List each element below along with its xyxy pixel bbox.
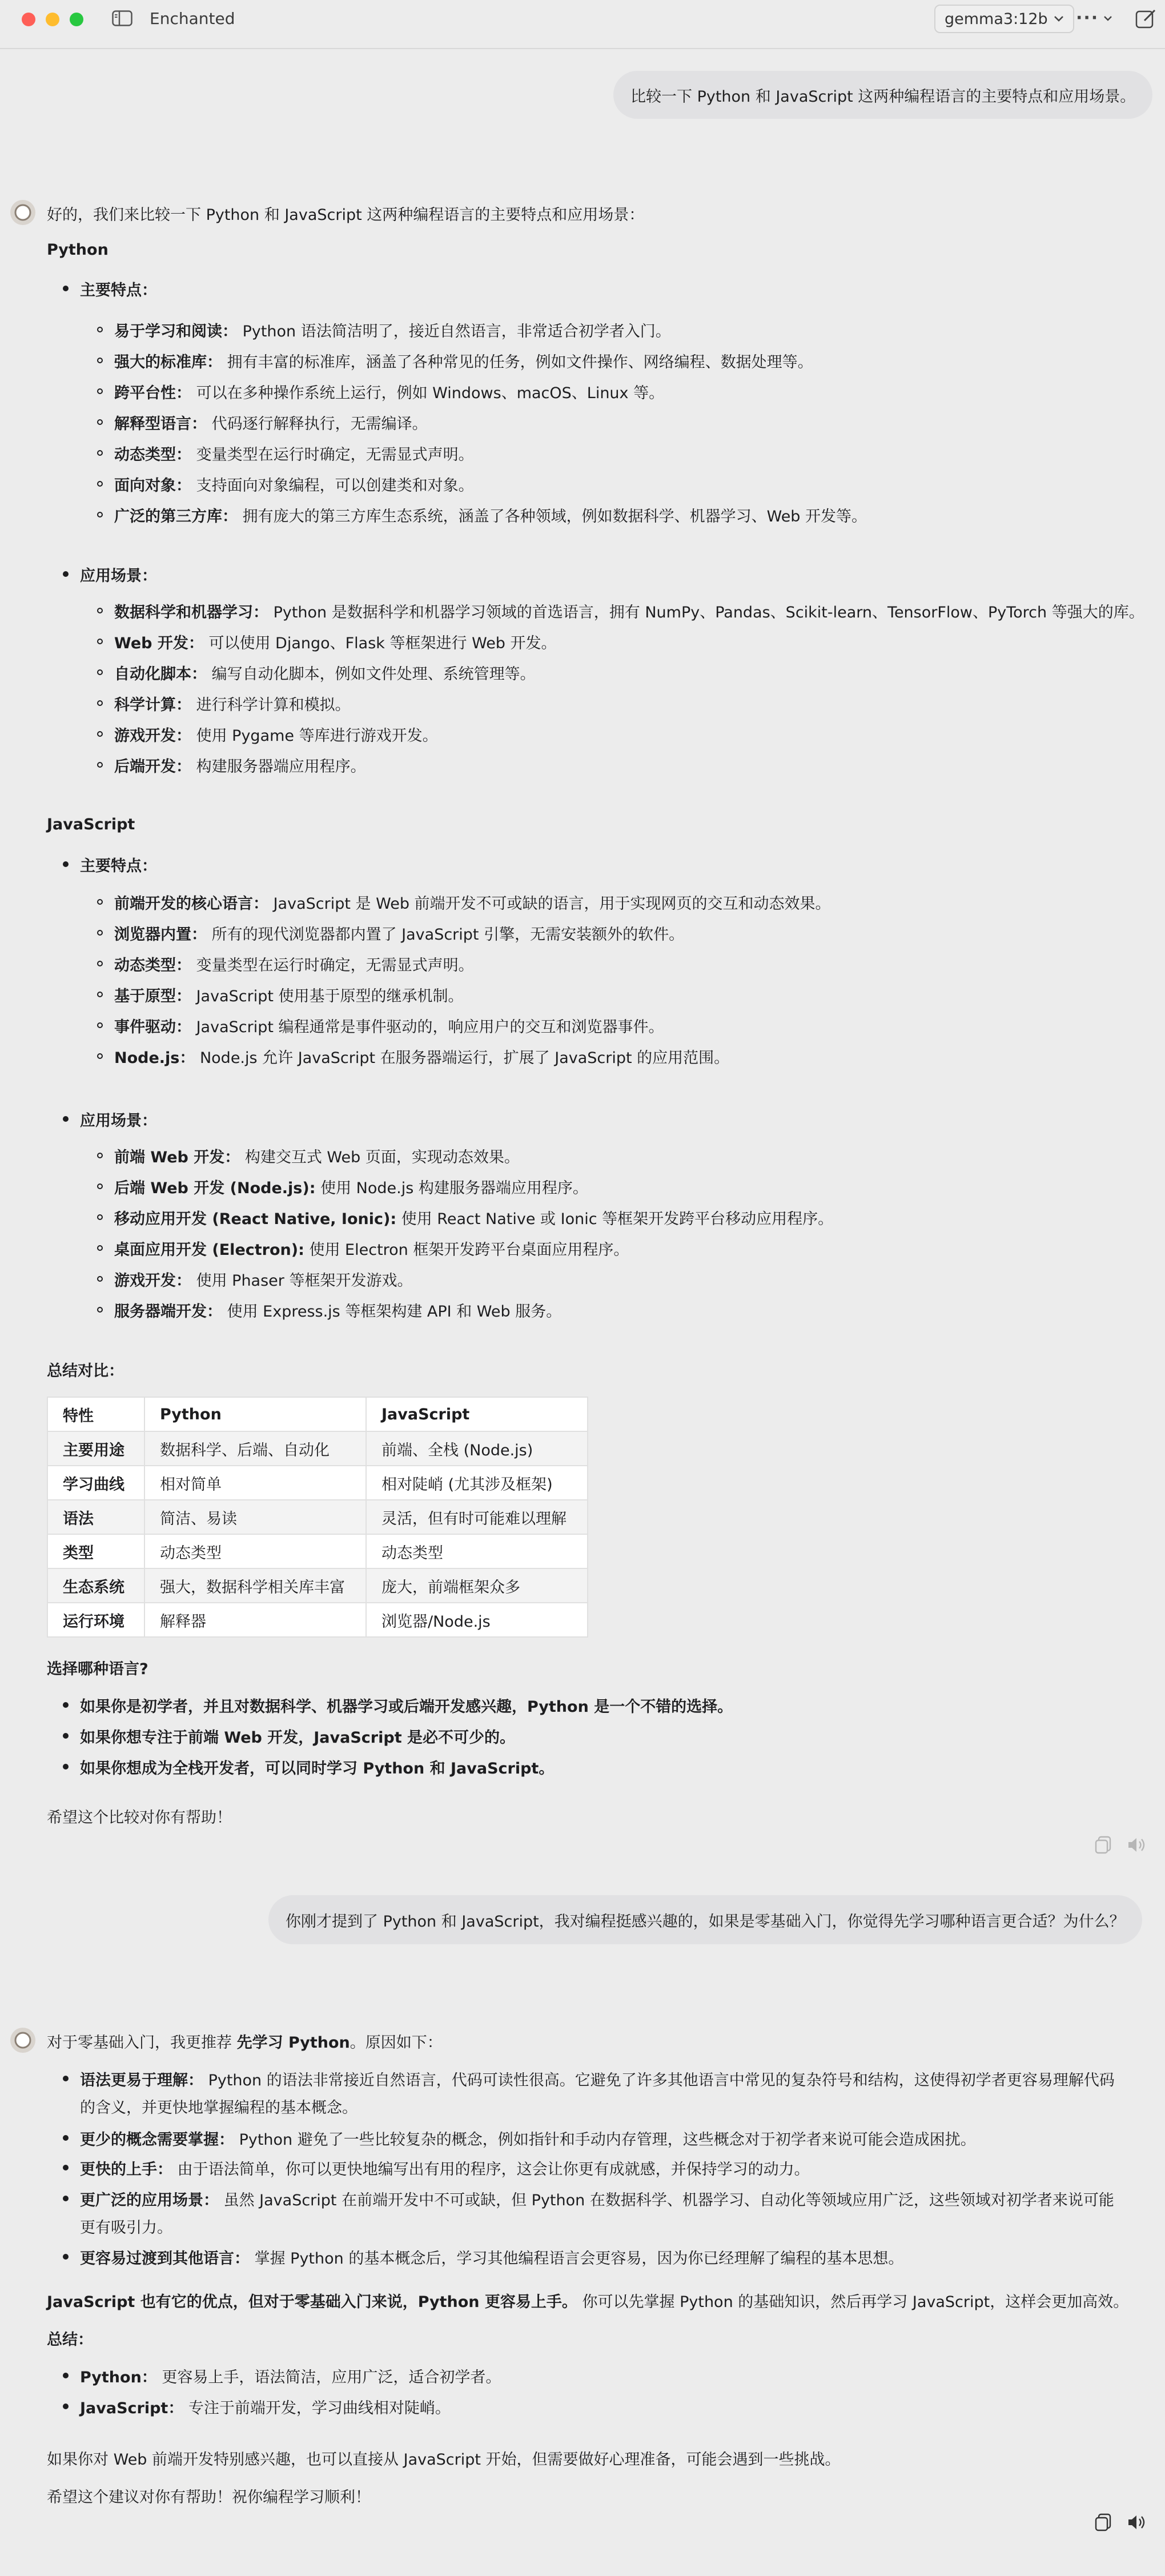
list-item-key: 面向对象： [114, 477, 191, 495]
list-item-value: JavaScript 是 Web 前端开发不可或缺的语言，用于实现网页的交互和动态效果。 [268, 895, 831, 913]
table-row [47, 1466, 588, 1500]
app-title: Enchanted [150, 9, 235, 28]
list-item-value: 使用 Node.js 构建服务器端应用程序。 [315, 1179, 588, 1197]
paragraph: 希望这个建议对你有帮助！祝你编程学习顺利！ [47, 2489, 371, 2506]
list-item [114, 1014, 664, 1037]
list-item-value: 可以使用 Django、Flask 等框架进行 Web 开发。 [203, 635, 557, 652]
table-cell: 浏览器/Node.js [366, 1603, 588, 1637]
list-item-value: 所有的现代浏览器都内置了 JavaScript 引擎，无需安装额外的软件。 [207, 926, 685, 944]
section-heading-python: Python [47, 241, 109, 259]
table-cell: 简洁、易读 [144, 1500, 366, 1534]
bullet [97, 1276, 103, 1282]
bullet [97, 419, 103, 425]
list-item-key: 动态类型： [114, 446, 191, 464]
table-cell: 前端、全栈 (Node.js) [366, 1431, 588, 1466]
list-item [114, 754, 366, 776]
list-item [80, 2127, 976, 2149]
list-item-value: 支持面向对象编程，可以创建类和对象。 [191, 477, 474, 495]
py-apps-label: 应用场景： [80, 567, 157, 585]
intro-text: 。原因如下： [350, 2034, 443, 2052]
list-item [114, 1268, 412, 1290]
bullet [63, 571, 69, 577]
list-item-key: 语法更易于理解： [80, 2072, 203, 2089]
list-item-value: 使用 React Native 或 Ionic 等框架开发跨平台移动应用程序。 [396, 1210, 834, 1228]
table-cell: 学习曲线 [47, 1466, 144, 1500]
list-item [114, 473, 474, 495]
table-cell: 强大，数据科学相关库丰富 [144, 1568, 366, 1603]
list-item [114, 1145, 520, 1167]
list-item: 如果你想专注于前端 Web 开发，JavaScript 是必不可少的。 [80, 1729, 515, 1747]
speaker-icon[interactable] [1126, 1835, 1147, 1855]
list-item-value: 使用 Electron 框架开发跨平台桌面应用程序。 [304, 1241, 629, 1259]
list-item-value: 虽然 JavaScript 在前端开发中不可或缺，但 Python 在数据科学、机器学习、自动化等领域应用广泛，这些领域对初学者来说可能 [219, 2192, 1114, 2209]
list-item-key: 跨平台性： [114, 384, 191, 402]
table-cell: 灵活，但有时可能难以理解 [366, 1500, 588, 1534]
list-item-value: Node.js 允许 JavaScript 在服务器端运行，扩展了 JavaScript 的应用范围。 [195, 1049, 730, 1067]
list-item-value: 代码逐行解释执行，无需编译。 [207, 415, 428, 433]
list-item [114, 442, 474, 464]
list-item-value: Python 语法简洁明了，接近自然语言，非常适合初学者入门。 [238, 323, 671, 340]
list-item-value: 使用 Express.js 等框架构建 API 和 Web 服务。 [222, 1303, 562, 1321]
list-item-key: 浏览器内置： [114, 926, 207, 944]
list-item [114, 411, 428, 434]
list-item-key: 更少的概念需要掌握： [80, 2131, 234, 2149]
list-item-value: 由于语法简单，你可以更快地编写出有用的程序，这会让你更有成就感，并保持学习的动力。 [172, 2161, 810, 2178]
bullet [97, 358, 103, 363]
chevron-down-icon [1054, 15, 1064, 22]
comparison-table [47, 1397, 588, 1638]
bullet [97, 327, 103, 332]
bullet [97, 388, 103, 394]
table-row [47, 1603, 588, 1637]
bullet [63, 2196, 69, 2201]
table-row [47, 1500, 588, 1534]
js-apps-label: 应用场景： [80, 1112, 157, 1130]
list-item-value: 变量类型在运行时确定，无需显式声明。 [191, 446, 474, 464]
table-cell: 数据科学、后端、自动化 [144, 1431, 366, 1466]
list-item: 如果你想成为全栈开发者，可以同时学习 Python 和 JavaScript。 [80, 1760, 555, 1777]
assistant-avatar-icon [9, 2027, 37, 2054]
list-item-key: 游戏开发： [114, 1272, 191, 1290]
bullet [63, 2254, 69, 2260]
table-cell: 生态系统 [47, 1568, 144, 1603]
list-item [114, 1045, 729, 1068]
speaker-icon[interactable] [1126, 2512, 1147, 2533]
list-item-key: 基于原型： [114, 988, 191, 1005]
list-item-key: 更广泛的应用场景： [80, 2192, 219, 2209]
zoom-window-button[interactable] [70, 13, 83, 26]
bullet [63, 2135, 69, 2141]
user-message [268, 1895, 1142, 1944]
table-cell: 解释器 [144, 1603, 366, 1637]
bullet [63, 2373, 69, 2378]
table-header-row [47, 1397, 588, 1431]
table-cell: 动态类型 [144, 1534, 366, 1568]
list-item [114, 953, 474, 975]
list-item-key: Node.js： [114, 1049, 195, 1067]
copy-icon[interactable] [1093, 1835, 1114, 1855]
note-emphasis: JavaScript 也有它的优点，但对于零基础入门来说，Python 更容易上手。 [47, 2293, 577, 2311]
list-item-key: 后端开发： [114, 758, 191, 776]
list-item-value: 拥有丰富的标准库，涵盖了各种常见的任务，例如文件操作、网络编程、数据处理等。 [222, 354, 813, 371]
note-rest: 你可以先掌握 Python 的基础知识，然后再学习 JavaScript，这样会更加高效。 [577, 2293, 1129, 2311]
list-item [80, 2157, 810, 2179]
py-features-label: 主要特点： [80, 282, 157, 299]
list-item-value: 使用 Phaser 等框架开发游戏。 [191, 1272, 413, 1290]
list-item-key: 桌面应用开发 (Electron): [114, 1241, 304, 1259]
bullet [63, 1733, 69, 1739]
list-item-key: 动态类型： [114, 957, 191, 974]
bullet [97, 930, 103, 936]
model-name: gemma3:12b [945, 10, 1048, 28]
list-item-key: 数据科学和机器学习： [114, 604, 268, 621]
table-cell: 类型 [47, 1534, 144, 1568]
list-item [80, 2188, 1114, 2210]
list-item-value: 专注于前端开发，学习曲线相对陡峭。 [183, 2400, 451, 2417]
user-message-text: 比较一下 Python 和 JavaScript 这两种编程语言的主要特点和应用场景。 [630, 87, 1136, 106]
list-item-key: 更容易过渡到其他语言： [80, 2250, 250, 2268]
list-item-continuation: 的含义，并更快地掌握编程的基本概念。 [80, 2099, 357, 2117]
assistant-intro: 好的，我们来比较一下 Python 和 JavaScript 这两种编程语言的主要特点和应用场景： [47, 206, 645, 224]
list-item-value: 变量类型在运行时确定，无需显式声明。 [191, 957, 474, 974]
minimize-window-button[interactable] [46, 13, 59, 26]
bullet [97, 512, 103, 517]
table-cell: 相对陡峭 (尤其涉及框架) [366, 1466, 588, 1500]
section-heading-javascript: JavaScript [47, 816, 135, 833]
summary-label: 总结： [47, 2331, 93, 2349]
table-cell: 动态类型 [366, 1534, 588, 1568]
list-item-value: 编写自动化脚本，例如文件处理、系统管理等。 [207, 665, 536, 683]
list-item-key: 后端 Web 开发 (Node.js): [114, 1179, 316, 1197]
note-text [47, 2289, 1128, 2312]
list-item-key: 移动应用开发 (React Native, Ionic): [114, 1210, 397, 1228]
list-item [80, 2396, 451, 2418]
intro-text: 对于零基础入门，我更推荐 [47, 2034, 237, 2052]
list-item-key: 自动化脚本： [114, 665, 207, 683]
bullet [97, 481, 103, 487]
list-item [114, 380, 664, 403]
list-item-value: 更容易上手，语法简洁，应用广泛，适合初学者。 [156, 2369, 501, 2386]
table-cell: 语法 [47, 1500, 144, 1534]
bullet [97, 992, 103, 997]
list-item-key: 解释型语言： [114, 415, 207, 433]
list-item [80, 2246, 903, 2268]
bullet [63, 1702, 69, 1708]
chevron-down-icon [1103, 15, 1112, 21]
list-item-key: 科学计算： [114, 696, 191, 714]
bullet [97, 669, 103, 675]
copy-icon[interactable] [1093, 2512, 1114, 2533]
table-header: JavaScript [366, 1397, 588, 1431]
list-item [114, 692, 351, 715]
bullet [97, 1153, 103, 1158]
bullet [97, 1245, 103, 1251]
bullet [97, 1053, 103, 1059]
table-row [47, 1568, 588, 1603]
bullet [63, 2076, 69, 2081]
list-item [114, 1299, 561, 1321]
bullet [97, 1022, 103, 1028]
table-cell: 庞大，前端框架众多 [366, 1568, 588, 1603]
list-item-continuation: 更有吸引力。 [80, 2219, 172, 2237]
list-item-key: 游戏开发： [114, 727, 191, 745]
table-header: 特性 [47, 1397, 144, 1431]
list-item [80, 2068, 1115, 2090]
assistant-avatar-icon [9, 199, 37, 226]
list-item-key: 前端开发的核心语言： [114, 895, 268, 913]
list-item [114, 319, 671, 341]
bullet [97, 639, 103, 644]
title-bar [0, 0, 1165, 49]
list-item-key: 更快的上手： [80, 2161, 172, 2178]
bullet [97, 1307, 103, 1313]
closing-text: 希望这个比较对你有帮助！ [47, 1809, 232, 1827]
bullet [63, 861, 69, 867]
table-header: Python [144, 1397, 366, 1431]
bullet [97, 608, 103, 613]
list-item [114, 504, 867, 526]
list-item-key: 广泛的第三方库： [114, 508, 238, 525]
bullet [97, 700, 103, 706]
list-item-value: JavaScript 使用基于原型的继承机制。 [191, 988, 464, 1005]
list-item [114, 600, 1144, 622]
list-item-key: Python： [80, 2369, 157, 2386]
list-item-value: 可以在多种操作系统上运行，例如 Windows、macOS、Linux 等。 [191, 384, 665, 402]
bullet [63, 1116, 69, 1122]
list-item: 如果你是初学者，并且对数据科学、机器学习或后端开发感兴趣，Python 是一个不错的选择。 [80, 1698, 733, 1716]
table-row [47, 1431, 588, 1466]
list-item [114, 984, 464, 1006]
list-item-value: 拥有庞大的第三方库生态系统，涵盖了各种领域，例如数据科学、机器学习、Web 开发等。 [238, 508, 867, 525]
list-item-value: JavaScript 编程通常是事件驱动的，响应用户的交互和浏览器事件。 [191, 1018, 664, 1036]
bullet [63, 286, 69, 291]
list-item-key: 前端 Web 开发： [114, 1149, 240, 1166]
more-options-label: ··· [1076, 8, 1099, 28]
list-item [114, 1206, 833, 1229]
list-item [114, 631, 557, 653]
list-item-key: JavaScript： [80, 2400, 184, 2417]
bullet [97, 731, 103, 737]
table-cell: 主要用途 [47, 1431, 144, 1466]
list-item [114, 661, 536, 684]
list-item-value: 构建服务器端应用程序。 [191, 758, 366, 776]
list-item [80, 2365, 501, 2387]
bullet [97, 1214, 103, 1220]
list-item-value: Python 避免了一些比较复杂的概念，例如指针和手动内存管理，这些概念对于初学者来说可能会造成困扰。 [234, 2131, 976, 2149]
bullet [97, 961, 103, 966]
summary-label: 总结对比： [47, 1362, 124, 1380]
choose-label: 选择哪种语言? [47, 1660, 148, 1678]
list-item [114, 891, 831, 913]
list-item-key: 事件驱动： [114, 1018, 191, 1036]
model-selector[interactable] [934, 5, 1074, 33]
bullet [97, 450, 103, 456]
list-item-value: 掌握 Python 的基本概念后，学习其他编程语言会更容易，因为你已经理解了编程的基本思想。 [250, 2250, 904, 2268]
compose-icon[interactable] [1135, 8, 1157, 30]
list-item [114, 1237, 629, 1259]
list-item-key: 强大的标准库： [114, 354, 222, 371]
table-cell: 相对简单 [144, 1466, 366, 1500]
table-row [47, 1534, 588, 1568]
more-options-button[interactable] [1076, 8, 1116, 29]
bullet [63, 1764, 69, 1770]
list-item [114, 723, 438, 745]
list-item [114, 350, 813, 372]
bullet [63, 2165, 69, 2170]
list-item-key: 服务器端开发： [114, 1303, 222, 1321]
bullet [63, 2404, 69, 2409]
user-message [613, 71, 1152, 119]
list-item-value: 构建交互式 Web 页面，实现动态效果。 [240, 1149, 520, 1166]
assistant-intro [47, 2030, 443, 2052]
list-item-value: Python 的语法非常接近自然语言，代码可读性很高。它避免了许多其他语言中常见的复杂符号和结构，这使得初学者更容易理解代码 [203, 2072, 1115, 2089]
table-cell: 运行环境 [47, 1603, 144, 1637]
intro-emphasis: 先学习 Python [236, 2034, 350, 2052]
paragraph: 如果你对 Web 前端开发特别感兴趣，也可以直接从 JavaScript 开始，但需要做好心理准备，可能会遇到一些挑战。 [47, 2451, 841, 2469]
list-item-key: Web 开发： [114, 635, 204, 652]
list-item-key: 易于学习和阅读： [114, 323, 238, 340]
list-item-value: Python 是数据科学和机器学习领域的首选语言，拥有 NumPy、Pandas、Scikit-learn、TensorFlow、PyTorch 等强大的库。 [268, 604, 1144, 621]
bullet [97, 899, 103, 905]
bullet [97, 762, 103, 768]
list-item [114, 922, 684, 944]
user-message-text: 你刚才提到了 Python 和 JavaScript，我对编程挺感兴趣的，如果是零基础入门，你觉得先学习哪种语言更合适？为什么？ [286, 1912, 1125, 1931]
list-item-value: 使用 Pygame 等库进行游戏开发。 [191, 727, 438, 745]
list-item-value: 进行科学计算和模拟。 [191, 696, 351, 714]
list-item [114, 1175, 588, 1198]
bullet [97, 1183, 103, 1189]
close-window-button[interactable] [22, 13, 35, 26]
sidebar-icon[interactable] [112, 10, 132, 26]
js-features-label: 主要特点： [80, 857, 157, 875]
